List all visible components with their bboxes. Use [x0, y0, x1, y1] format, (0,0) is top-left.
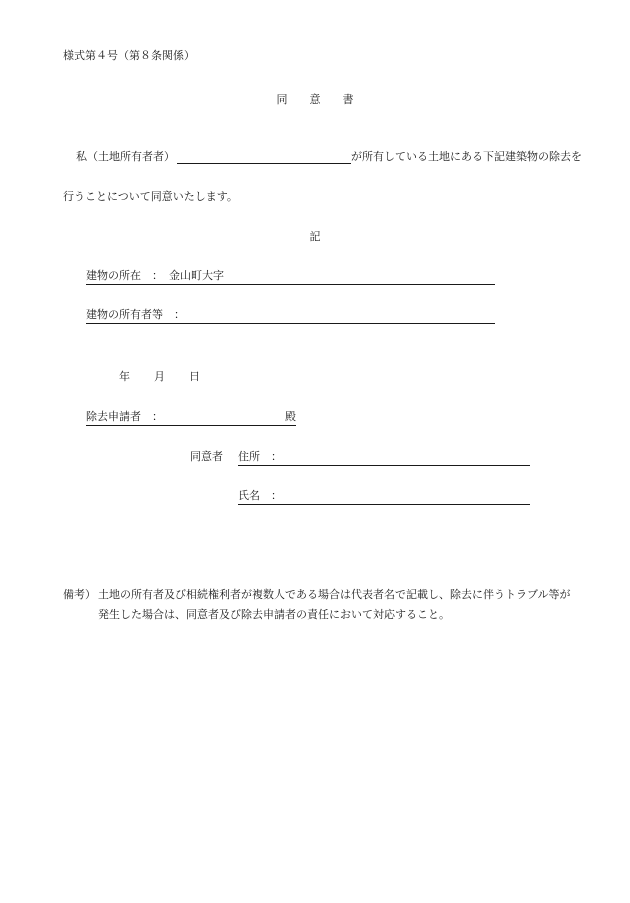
- intro-line-2: 行うことについて同意いたします。: [63, 190, 238, 203]
- remarks-line-2: 発生した場合は、同意者及び除去申請者の責任において対応すること。: [98, 608, 450, 621]
- date-day: 日: [189, 370, 200, 383]
- applicant-label: 除去申請者 ：: [86, 410, 163, 423]
- building-location-label: 建物の所在 ：: [86, 269, 163, 282]
- building-location-field[interactable]: [86, 269, 495, 285]
- intro-suffix: が所有している土地にある下記建築物の除去を: [351, 150, 582, 163]
- applicant-honorific: 殿: [285, 410, 296, 423]
- date-month: 月: [154, 370, 165, 383]
- building-location-value: 金山町大字: [169, 269, 224, 282]
- consenter-address-field[interactable]: [238, 450, 530, 466]
- landowner-name-blank[interactable]: [177, 151, 351, 164]
- remarks-line-1: 土地の所有者及び相続権利者が複数人である場合は代表者名で記載し、除去に伴うトラブル等が: [98, 588, 571, 601]
- consenter-name-field[interactable]: [238, 489, 530, 505]
- intro-prefix: 私（土地所有者者）: [76, 150, 175, 163]
- intro-line-1: [76, 150, 582, 164]
- document-title: 同意書: [276, 93, 376, 106]
- building-owner-field[interactable]: [86, 308, 495, 324]
- consenter-name-label: 氏名 ：: [238, 489, 282, 502]
- remarks-label: 備考）: [63, 588, 96, 601]
- consenter-label: 同意者: [190, 450, 223, 463]
- consenter-address-label: 住所 ：: [238, 450, 282, 463]
- date-year: 年: [119, 370, 130, 383]
- ki-heading: 記: [309, 230, 321, 243]
- form-number: 様式第４号（第８条関係）: [63, 49, 195, 62]
- building-owner-label: 建物の所有者等 ：: [86, 308, 185, 321]
- date-row: [119, 370, 200, 384]
- applicant-field[interactable]: [86, 410, 296, 426]
